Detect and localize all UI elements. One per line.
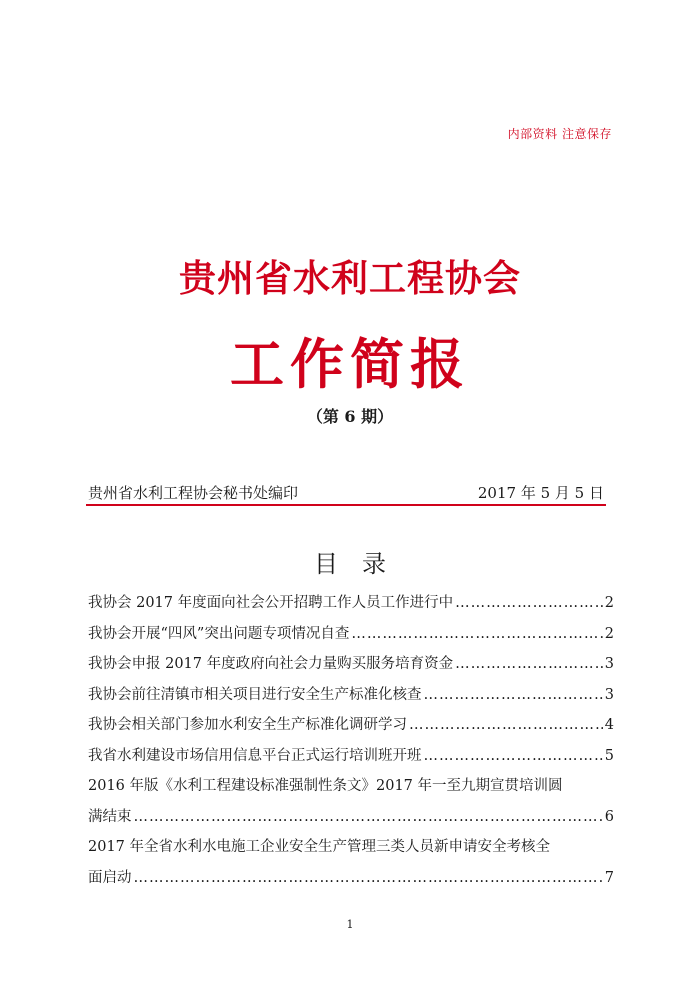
toc-item-title: 2017 年全省水利水电施工企业安全生产管理三类人员新申请安全考核全 bbox=[88, 839, 551, 855]
toc-item-page: 6 bbox=[604, 808, 614, 825]
toc-leader-dots bbox=[134, 802, 603, 833]
page-number: 1 bbox=[346, 918, 354, 931]
toc-item-title-line bbox=[88, 771, 614, 802]
toc-item-page: 3 bbox=[604, 686, 614, 703]
toc-item-page: 2 bbox=[604, 625, 614, 642]
toc-item-title: 我协会开展“四风”突出问题专项情况自查 bbox=[88, 625, 350, 642]
toc-item-page: 5 bbox=[604, 747, 614, 764]
toc-item-title: 2016 年版《水利工程建设标准强制性条文》2017 年一至九期宣贯培训圆 bbox=[88, 778, 563, 794]
toc-item[interactable] bbox=[88, 710, 614, 741]
toc-item-title-continued: 面启动 bbox=[88, 869, 132, 886]
toc-item-title: 我省水利建设市场信用信息平台正式运行培训班开班 bbox=[88, 747, 422, 764]
organization-title: 贵州省水利工程协会 bbox=[179, 256, 521, 300]
toc-item-page: 4 bbox=[604, 717, 614, 733]
table-of-contents bbox=[88, 588, 614, 893]
toc-item[interactable] bbox=[88, 771, 614, 832]
toc-item-title-line bbox=[88, 832, 614, 863]
publish-date: 2017 年 5 月 5 日 bbox=[477, 484, 604, 502]
toc-item-page: 3 bbox=[604, 656, 614, 672]
toc-item-title: 我协会申报 2017 年度政府向社会力量购买服务培育资金 bbox=[88, 656, 454, 672]
toc-item[interactable] bbox=[88, 649, 614, 680]
red-divider bbox=[86, 504, 606, 506]
toc-leader-dots bbox=[351, 619, 602, 650]
toc-item-page: 2 bbox=[604, 595, 614, 611]
toc-leader-dots bbox=[424, 680, 603, 711]
toc-item-title-line bbox=[88, 863, 614, 894]
toc-item-title: 我协会相关部门参加水利安全生产标准化调研学习 bbox=[88, 717, 407, 733]
toc-item-title-continued: 满结束 bbox=[88, 808, 132, 825]
publisher-office: 贵州省水利工程协会秘书处编印 bbox=[88, 484, 299, 502]
confidential-note: 内部资料 注意保存 bbox=[507, 127, 612, 141]
toc-leader-dots bbox=[455, 588, 603, 619]
toc-item[interactable] bbox=[88, 588, 614, 619]
toc-item[interactable] bbox=[88, 832, 614, 893]
toc-leader-dots bbox=[409, 710, 603, 741]
toc-item[interactable] bbox=[88, 741, 614, 772]
toc-leader-dots bbox=[424, 741, 603, 772]
publisher-row bbox=[88, 482, 604, 503]
toc-item-title-line bbox=[88, 802, 614, 833]
toc-leader-dots bbox=[134, 863, 603, 894]
toc-leader-dots bbox=[455, 649, 603, 680]
issue-number: （第 6 期） bbox=[306, 407, 394, 426]
toc-item-page: 7 bbox=[604, 869, 614, 886]
toc-item[interactable] bbox=[88, 619, 614, 650]
toc-item-title: 我协会前往清镇市相关项目进行安全生产标准化核查 bbox=[88, 686, 422, 703]
toc-heading: 目录 bbox=[314, 550, 410, 578]
document-title: 工作简报 bbox=[230, 332, 470, 396]
toc-item-title: 我协会 2017 年度面向社会公开招聘工作人员工作进行中 bbox=[88, 595, 454, 611]
toc-item[interactable] bbox=[88, 680, 614, 711]
